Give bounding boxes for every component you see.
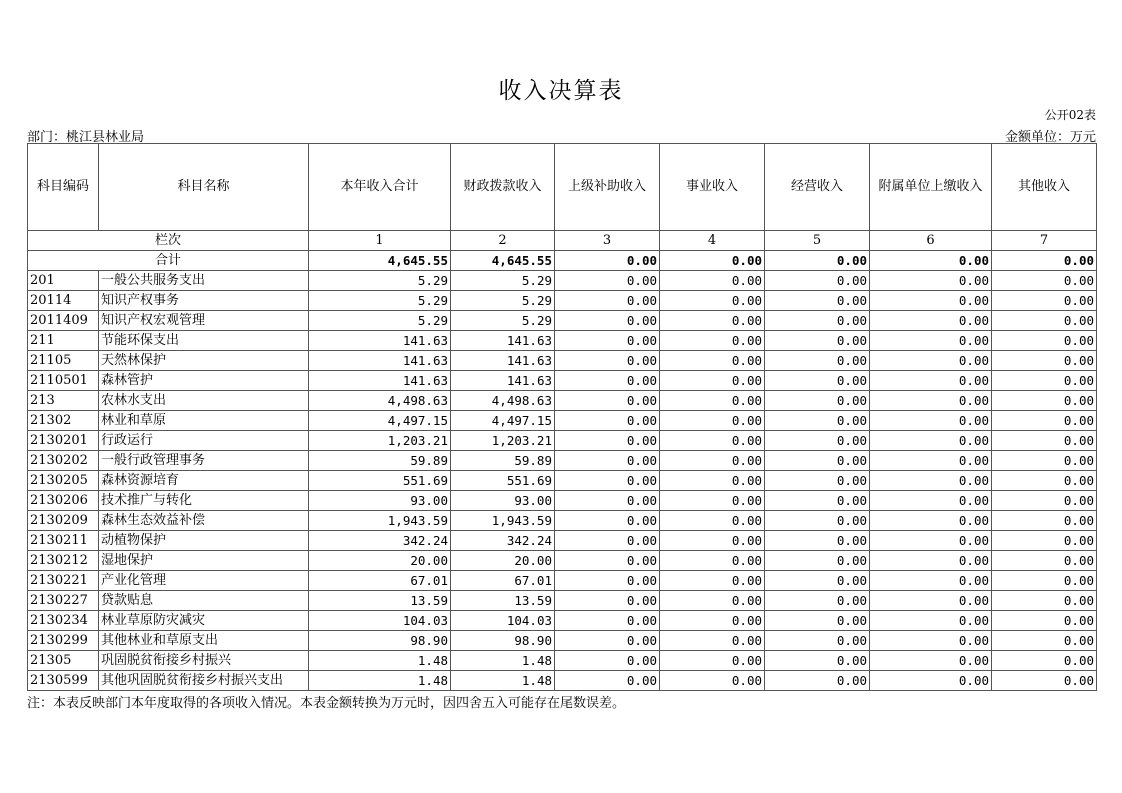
row-value: 0.00 <box>765 631 870 651</box>
row-value: 0.00 <box>555 511 660 531</box>
row-value: 0.00 <box>555 371 660 391</box>
row-value: 0.00 <box>870 551 992 571</box>
row-value: 0.00 <box>870 371 992 391</box>
table-row <box>28 391 1097 411</box>
row-value: 0.00 <box>765 571 870 591</box>
table-row <box>28 471 1097 491</box>
row-code: 201 <box>28 271 99 291</box>
row-name: 其他林业和草原支出 <box>99 631 309 651</box>
row-value: 98.90 <box>309 631 451 651</box>
table-row <box>28 331 1097 351</box>
row-value: 0.00 <box>660 331 765 351</box>
row-name: 技术推广与转化 <box>99 491 309 511</box>
row-value: 0.00 <box>555 611 660 631</box>
row-name: 一般行政管理事务 <box>99 451 309 471</box>
column-index-label: 栏次 <box>28 231 309 251</box>
column-index-5: 5 <box>765 231 870 251</box>
row-value: 141.63 <box>451 351 555 371</box>
row-value: 0.00 <box>765 651 870 671</box>
row-value: 0.00 <box>555 471 660 491</box>
row-value: 0.00 <box>870 611 992 631</box>
row-code: 2110501 <box>28 371 99 391</box>
row-value: 0.00 <box>870 331 992 351</box>
row-code: 213 <box>28 391 99 411</box>
row-name: 知识产权事务 <box>99 291 309 311</box>
row-name: 动植物保护 <box>99 531 309 551</box>
row-code: 2130201 <box>28 431 99 451</box>
row-value: 1.48 <box>451 651 555 671</box>
row-code: 2130234 <box>28 611 99 631</box>
row-value: 104.03 <box>451 611 555 631</box>
row-value: 5.29 <box>309 311 451 331</box>
row-name: 巩固脱贫衔接乡村振兴 <box>99 651 309 671</box>
income-report-table <box>27 143 1097 691</box>
total-value: 0.00 <box>870 251 992 271</box>
row-value: 0.00 <box>870 571 992 591</box>
row-name: 森林生态效益补偿 <box>99 511 309 531</box>
row-value: 0.00 <box>660 371 765 391</box>
row-value: 0.00 <box>765 451 870 471</box>
row-name: 贷款贴息 <box>99 591 309 611</box>
row-value: 141.63 <box>309 351 451 371</box>
footnote: 注：本表反映部门本年度取得的各项收入情况。本表金额转换为万元时，因四舍五入可能存在尾数误差。 <box>27 696 626 711</box>
column-index-2: 2 <box>451 231 555 251</box>
row-value: 0.00 <box>660 431 765 451</box>
row-value: 0.00 <box>660 291 765 311</box>
row-code: 211 <box>28 331 99 351</box>
row-value: 0.00 <box>765 471 870 491</box>
row-value: 1,203.21 <box>309 431 451 451</box>
total-value: 4,645.55 <box>451 251 555 271</box>
row-code: 2130209 <box>28 511 99 531</box>
row-value: 0.00 <box>992 431 1097 451</box>
row-value: 0.00 <box>660 631 765 651</box>
header-code: 科目编码 <box>28 144 99 231</box>
row-value: 0.00 <box>555 551 660 571</box>
row-value: 0.00 <box>992 411 1097 431</box>
row-value: 67.01 <box>451 571 555 591</box>
row-value: 1.48 <box>309 651 451 671</box>
row-code: 2130227 <box>28 591 99 611</box>
row-value: 0.00 <box>870 591 992 611</box>
row-value: 20.00 <box>451 551 555 571</box>
row-value: 0.00 <box>660 531 765 551</box>
row-code: 2130206 <box>28 491 99 511</box>
row-value: 0.00 <box>992 671 1097 691</box>
row-name: 行政运行 <box>99 431 309 451</box>
row-value: 0.00 <box>870 531 992 551</box>
row-value: 0.00 <box>870 471 992 491</box>
row-value: 0.00 <box>870 411 992 431</box>
row-value: 0.00 <box>870 631 992 651</box>
row-value: 0.00 <box>765 271 870 291</box>
row-value: 0.00 <box>660 311 765 331</box>
row-value: 0.00 <box>660 571 765 591</box>
row-value: 1.48 <box>309 671 451 691</box>
row-value: 98.90 <box>451 631 555 651</box>
row-value: 4,498.63 <box>309 391 451 411</box>
form-number: 公开02表 <box>1044 108 1096 122</box>
table-row <box>28 371 1097 391</box>
row-value: 0.00 <box>992 291 1097 311</box>
row-value: 0.00 <box>765 411 870 431</box>
row-value: 0.00 <box>992 271 1097 291</box>
row-value: 0.00 <box>992 511 1097 531</box>
header-superior-subsidy: 上级补助收入 <box>555 144 660 231</box>
row-value: 0.00 <box>870 511 992 531</box>
row-value: 0.00 <box>992 591 1097 611</box>
row-value: 0.00 <box>660 351 765 371</box>
row-value: 0.00 <box>555 591 660 611</box>
row-name: 农林水支出 <box>99 391 309 411</box>
row-value: 4,497.15 <box>451 411 555 431</box>
row-value: 0.00 <box>660 271 765 291</box>
row-value: 0.00 <box>765 491 870 511</box>
row-value: 0.00 <box>870 271 992 291</box>
row-value: 0.00 <box>765 331 870 351</box>
row-value: 0.00 <box>555 311 660 331</box>
row-code: 2011409 <box>28 311 99 331</box>
row-value: 59.89 <box>451 451 555 471</box>
row-value: 0.00 <box>555 331 660 351</box>
row-value: 0.00 <box>660 671 765 691</box>
total-value: 0.00 <box>555 251 660 271</box>
row-value: 5.29 <box>451 271 555 291</box>
row-value: 93.00 <box>309 491 451 511</box>
row-value: 0.00 <box>660 651 765 671</box>
row-name: 节能环保支出 <box>99 331 309 351</box>
row-value: 0.00 <box>555 391 660 411</box>
row-name: 林业和草原 <box>99 411 309 431</box>
row-value: 0.00 <box>765 391 870 411</box>
row-name: 知识产权宏观管理 <box>99 311 309 331</box>
row-value: 0.00 <box>555 631 660 651</box>
table-row <box>28 291 1097 311</box>
table-row <box>28 311 1097 331</box>
row-value: 0.00 <box>660 511 765 531</box>
row-value: 0.00 <box>870 451 992 471</box>
row-value: 1,203.21 <box>451 431 555 451</box>
row-code: 21105 <box>28 351 99 371</box>
row-value: 0.00 <box>870 491 992 511</box>
row-value: 0.00 <box>992 311 1097 331</box>
row-value: 141.63 <box>451 331 555 351</box>
row-value: 141.63 <box>309 371 451 391</box>
table-row <box>28 551 1097 571</box>
row-value: 0.00 <box>992 471 1097 491</box>
row-value: 0.00 <box>660 411 765 431</box>
table-row <box>28 271 1097 291</box>
row-value: 0.00 <box>765 671 870 691</box>
row-value: 0.00 <box>765 371 870 391</box>
row-value: 0.00 <box>555 531 660 551</box>
table-row <box>28 671 1097 691</box>
table-row <box>28 431 1097 451</box>
table-row <box>28 511 1097 531</box>
row-value: 0.00 <box>555 571 660 591</box>
column-index-1: 1 <box>309 231 451 251</box>
row-value: 0.00 <box>992 331 1097 351</box>
header-fiscal-appropriation: 财政拨款收入 <box>451 144 555 231</box>
row-value: 93.00 <box>451 491 555 511</box>
header-row <box>28 144 1097 231</box>
row-value: 141.63 <box>309 331 451 351</box>
header-name: 科目名称 <box>99 144 309 231</box>
row-value: 0.00 <box>992 631 1097 651</box>
row-value: 5.29 <box>451 311 555 331</box>
row-value: 0.00 <box>660 491 765 511</box>
row-value: 0.00 <box>555 671 660 691</box>
row-value: 0.00 <box>870 311 992 331</box>
row-value: 551.69 <box>309 471 451 491</box>
header-affiliated-units-income: 附属单位上缴收入 <box>870 144 992 231</box>
row-value: 20.00 <box>309 551 451 571</box>
row-value: 0.00 <box>870 291 992 311</box>
row-value: 0.00 <box>870 431 992 451</box>
row-code: 21302 <box>28 411 99 431</box>
row-value: 4,498.63 <box>451 391 555 411</box>
row-value: 0.00 <box>765 591 870 611</box>
row-value: 59.89 <box>309 451 451 471</box>
table-row <box>28 351 1097 371</box>
row-value: 5.29 <box>451 291 555 311</box>
row-code: 21305 <box>28 651 99 671</box>
row-value: 0.00 <box>992 551 1097 571</box>
total-label: 合计 <box>28 251 309 271</box>
total-value: 0.00 <box>992 251 1097 271</box>
row-value: 104.03 <box>309 611 451 631</box>
row-value: 0.00 <box>660 611 765 631</box>
row-name: 其他巩固脱贫衔接乡村振兴支出 <box>99 671 309 691</box>
row-value: 141.63 <box>451 371 555 391</box>
row-name: 林业草原防灾减灾 <box>99 611 309 631</box>
row-value: 67.01 <box>309 571 451 591</box>
row-value: 342.24 <box>451 531 555 551</box>
row-value: 1,943.59 <box>309 511 451 531</box>
row-name: 产业化管理 <box>99 571 309 591</box>
row-value: 0.00 <box>555 491 660 511</box>
row-value: 0.00 <box>765 431 870 451</box>
row-value: 0.00 <box>765 351 870 371</box>
row-value: 0.00 <box>765 551 870 571</box>
row-value: 0.00 <box>660 471 765 491</box>
header-total-income: 本年收入合计 <box>309 144 451 231</box>
row-code: 2130202 <box>28 451 99 471</box>
table-row <box>28 611 1097 631</box>
header-other-income: 其他收入 <box>992 144 1097 231</box>
row-value: 0.00 <box>765 291 870 311</box>
row-value: 0.00 <box>660 451 765 471</box>
row-value: 0.00 <box>660 551 765 571</box>
row-value: 0.00 <box>555 271 660 291</box>
row-code: 20114 <box>28 291 99 311</box>
row-value: 0.00 <box>870 671 992 691</box>
total-row <box>28 251 1097 271</box>
row-name: 湿地保护 <box>99 551 309 571</box>
header-operating-income: 经营收入 <box>765 144 870 231</box>
row-value: 0.00 <box>992 531 1097 551</box>
row-value: 0.00 <box>992 351 1097 371</box>
row-value: 0.00 <box>555 351 660 371</box>
row-value: 13.59 <box>309 591 451 611</box>
column-index-6: 6 <box>870 231 992 251</box>
row-value: 5.29 <box>309 271 451 291</box>
row-value: 0.00 <box>555 651 660 671</box>
row-name: 一般公共服务支出 <box>99 271 309 291</box>
row-value: 0.00 <box>992 611 1097 631</box>
table-row <box>28 411 1097 431</box>
row-value: 5.29 <box>309 291 451 311</box>
table-row <box>28 531 1097 551</box>
row-value: 0.00 <box>555 291 660 311</box>
row-name: 天然林保护 <box>99 351 309 371</box>
row-code: 2130212 <box>28 551 99 571</box>
table-row <box>28 451 1097 471</box>
total-value: 4,645.55 <box>309 251 451 271</box>
table-row <box>28 491 1097 511</box>
total-value: 0.00 <box>765 251 870 271</box>
row-value: 0.00 <box>765 311 870 331</box>
page-title: 收入决算表 <box>498 78 624 104</box>
row-code: 2130221 <box>28 571 99 591</box>
row-value: 0.00 <box>765 611 870 631</box>
row-value: 0.00 <box>765 531 870 551</box>
row-name: 森林资源培育 <box>99 471 309 491</box>
row-value: 0.00 <box>992 451 1097 471</box>
row-name: 森林管护 <box>99 371 309 391</box>
row-value: 4,497.15 <box>309 411 451 431</box>
row-value: 342.24 <box>309 531 451 551</box>
row-code: 2130205 <box>28 471 99 491</box>
row-value: 0.00 <box>992 651 1097 671</box>
row-code: 2130599 <box>28 671 99 691</box>
row-value: 0.00 <box>555 411 660 431</box>
row-value: 0.00 <box>555 431 660 451</box>
row-value: 0.00 <box>992 491 1097 511</box>
department-label: 部门：桃江县林业局 <box>27 130 145 145</box>
row-value: 1.48 <box>451 671 555 691</box>
column-index-7: 7 <box>992 231 1097 251</box>
column-index-row <box>28 231 1097 251</box>
row-value: 0.00 <box>870 391 992 411</box>
table-row <box>28 571 1097 591</box>
row-value: 0.00 <box>870 351 992 371</box>
row-value: 13.59 <box>451 591 555 611</box>
row-value: 551.69 <box>451 471 555 491</box>
row-value: 0.00 <box>555 451 660 471</box>
row-value: 0.00 <box>992 571 1097 591</box>
total-value: 0.00 <box>660 251 765 271</box>
row-value: 1,943.59 <box>451 511 555 531</box>
amount-unit-label: 金额单位：万元 <box>1004 130 1096 145</box>
row-value: 0.00 <box>870 651 992 671</box>
table-row <box>28 591 1097 611</box>
row-code: 2130299 <box>28 631 99 651</box>
table-row <box>28 651 1097 671</box>
row-value: 0.00 <box>660 391 765 411</box>
row-value: 0.00 <box>765 511 870 531</box>
row-value: 0.00 <box>660 591 765 611</box>
column-index-3: 3 <box>555 231 660 251</box>
column-index-4: 4 <box>660 231 765 251</box>
header-business-income: 事业收入 <box>660 144 765 231</box>
table-row <box>28 631 1097 651</box>
row-code: 2130211 <box>28 531 99 551</box>
row-value: 0.00 <box>992 391 1097 411</box>
row-value: 0.00 <box>992 371 1097 391</box>
